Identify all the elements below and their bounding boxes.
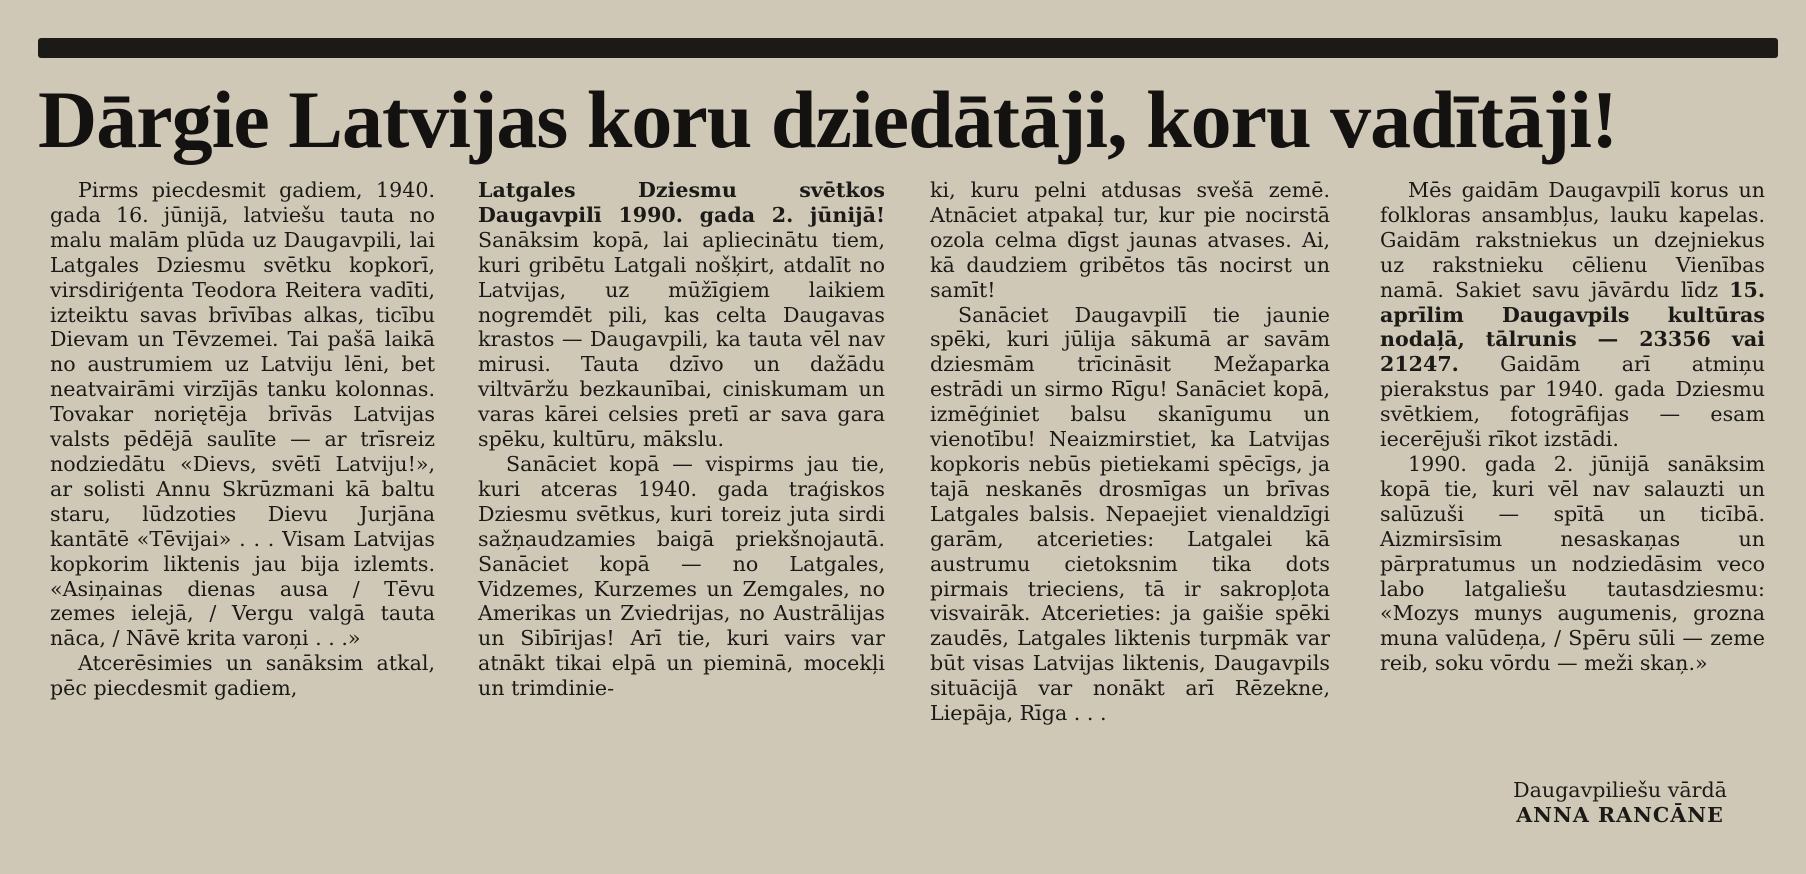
article-column-4 [1380, 178, 1765, 676]
article-column-2 [478, 178, 885, 701]
page-title: Dārgie Latvijas koru dziedātāji, koru vadītāji! [38, 74, 1618, 165]
paragraph: Sanāciet Daugavpilī tie jaunie spēki, kuri jūlija sākumā ar savām dziesmām trīcināsit Mežaparka estrādi un sirmo Rīgu! Sanāciet kopā, izmēģiniet balsu skanīgumu un vienotību! Neaizmirstiet, ka Latvijas kopkoris nebūs pietiekami spēcīgs, ja tajā neskanēs drosmīgas un brīvas Latgales balsis. Nepaejiet vienaldzīgi garām, atcerieties: Latgalei kā austrumu cietoksnim tika dots pirmais trieciens, tā ir sakropļota visvairāk. Atcerieties: ja gaišie spēki zaudēs, Latgales liktenis turpmāk var būt visas Latvijas liktenis, Daugavpils situācijā var nonākt arī Rēzekne, Liepāja, Rīga . . . [930, 302, 1330, 726]
paragraph: 1990. gada 2. jūnijā sanāksim kopā tie, kuri vēl nav salauzti un salūzuši — spītā un ticībā. Aizmirsīsim nesaskaņas un pārpratumus un nodziedāsim veco labo latgaliešu tautasdziesmu: «Mozys munys augumenis, grozna muna valūdeņa, / Spēru sūli — zeme reib, soku vōrdu — meži skaņ.» [1380, 451, 1765, 676]
bold-text: Latgales Dziesmu svētkos Daugavpilī 1990. gada 2. jūnijā! [478, 178, 885, 227]
top-rule [38, 38, 1778, 58]
bold-text: 15. aprīlim Daugavpils kultūras nodaļā, tālrunis — 23356 vai 21247. [1380, 277, 1765, 377]
paragraph: Sanāciet kopā — vispirms jau tie, kuri atceras 1940. gada traģiskos Dziesmu svētkus, kuri toreiz juta sirdi sažņaudzamies baigā priekšnojautā. Sanāciet kopā — no Latgales, Vidzemes, Kurzemes un Zemgales, no Amerikas un Zviedrijas, no Austrālijas un Sibīrijas! Arī tie, kuri vairs var atnākt tikai elpā un pieminā, mocekļi un trimdinie- [478, 451, 885, 701]
signature-line: Daugavpiliešu vārdā [1513, 778, 1727, 802]
article-column-1 [50, 178, 435, 701]
paragraph [1380, 178, 1765, 452]
text-span: Mēs gaidām Daugavpilī korus un folkloras ansambļus, lauku kapelas. Gaidām rakstniekus un dzejniekus uz rakstnieku cēlienu Vienības namā. Sakiet savu jāvārdu līdz [1380, 178, 1765, 302]
paragraph: ki, kuru pelni atdusas svešā zemē. Atnāciet atpakaļ tur, kur pie nocirstā ozola celma dīgst jaunas atvases. Ai, kā daudziem gribētos tās nocirst un samīt! [930, 178, 1330, 302]
paragraph [478, 178, 885, 452]
article-column-3 [930, 178, 1330, 726]
text-span: Gaidām arī atmiņu pierakstus par 1940. gada Dziesmu svētkiem, fotogrāfijas — esam iecerējuši rīkot izstādi. [1380, 352, 1765, 452]
paragraph: Atcerēsimies un sanāksim atkal, pēc piecdesmit gadiem, [50, 651, 435, 701]
paragraph: Pirms piecdesmit gadiem, 1940. gada 16. jūnijā, latviešu tauta no malu malām plūda uz Daugavpili, lai Latgales Dziesmu svētku kopkorī, virsdiriģenta Teodora Reitera vadīti, izteiktu savas brīvības alkas, ticību Dievam un Tēvzemei. Tai pašā laikā no austrumiem uz Latviju lēni, bet neatvairāmi virzījās tanku kolonnas. Tovakar noriętēja brīvās Latvijas valsts pēdējā saulīte — ar trīsreiz nodziedātu «Dievs, svētī Latviju!», ar solisti Annu Skrūzmani kā baltu staru, lūdzoties Dievu Jurjāna kantātē «Tēvijai» . . . Visam Latvijas kopkorim liktenis jau bija izlemts. «Asiņainas dienas ausa / Tēvu zemes ielejā, / Vergu valgā tauta nāca, / Nāvē krita varoņi . . .» [50, 178, 435, 651]
signature-name: ANNA RANCĀNE [1516, 803, 1724, 827]
text-span: Sanāksim kopā, lai apliecinātu tiem, kuri gribētu Latgali nošķirt, atdalīt no Latvijas, uz mūžīgiem laikiem nogremdēt pili, kas celta Daugavas krastos — Daugavpili, ka tauta vēl nav mirusi. Tauta dzīvo un dažādu viltvāržu bezkaunībai, ciniskumam un varas kārei celsies pretī ar sava gara spēku, kultūru, mākslu. [478, 227, 885, 452]
